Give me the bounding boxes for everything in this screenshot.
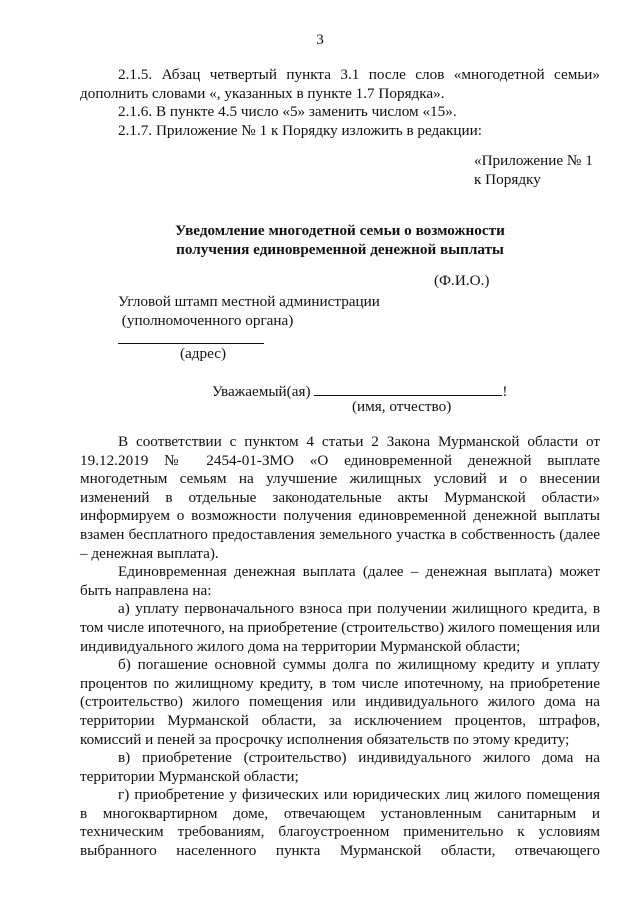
purpose-item-v: в) приобретение (строительство) индивидуального жилого дома на территории Мурманской области; xyxy=(80,749,600,785)
greeting-end: ! xyxy=(502,383,508,400)
notice-title-line1: Уведомление многодетной семьи о возможности xyxy=(175,222,505,239)
page-number: 3 xyxy=(316,31,324,48)
stamp-line2: (уполномоченного органа) xyxy=(118,311,294,329)
notice-title-line2: получения единовременной денежной выплаты xyxy=(176,240,504,258)
greeting-hint: (имя, отчество) xyxy=(352,398,452,415)
address-label: (адрес) xyxy=(180,345,227,362)
amendments-section xyxy=(80,66,600,140)
address-line xyxy=(118,343,264,344)
amendment-2-1-7: 2.1.7. Приложение № 1 к Порядку изложить в редакции: xyxy=(118,121,483,139)
stamp-block xyxy=(118,293,380,330)
appendix-reference xyxy=(474,152,593,189)
appendix-ref-line1: «Приложение № 1 xyxy=(474,152,593,169)
notice-title xyxy=(80,222,600,259)
purpose-item-b: б) погашение основной суммы долга по жилищному кредиту и уплату процентов по жилищному кредиту, в том числе ипотечному, на приобретение (строительство) жилого помещения или индивидуального жилого дома на территории Мурманской области, за исключением процентов, штрафов, комиссий и пеней за просрочку исполнения обязательств по этому кредиту; xyxy=(80,656,600,748)
greeting-text: Уважаемый(ая) xyxy=(212,383,311,400)
intro-paragraph: В соответствии с пунктом 4 статьи 2 Закона Мурманской области от 19.12.2019 № 2454-01-ЗМО «О единовременной денежной выплате многодетным семьям на улучшение жилищных условий и о внесении изменений в отдельные законодательные акты Мурманской области» информируем о возможности получения единовременной денежной выплаты взамен бесплатного предоставления земельного участка в собственность (далее – денежная выплата). xyxy=(80,433,600,562)
name-blank xyxy=(314,381,502,396)
purpose-item-g: г) приобретение у физических или юридических лиц жилого помещения в многоквартирном доме, отвечающем установленным санитарным и техническим требованиям, благоустроенном применительно к условиям выбранного населенного пункта Мурманской области, отвечающего xyxy=(80,786,600,860)
purposes-intro: Единовременная денежная выплата (далее – денежная выплата) может быть направлена на: xyxy=(80,563,600,599)
fio-label: (Ф.И.О.) xyxy=(434,272,490,289)
amendment-2-1-5: 2.1.5. Абзац четвертый пункта 3.1 после слов «многодетной семьи» дополнить словами «, указанных в пункте 1.7 Порядка». xyxy=(80,66,600,102)
notice-body xyxy=(80,433,600,861)
appendix-ref-line2: к Порядку xyxy=(474,170,541,188)
stamp-line1: Угловой штамп местной администрации xyxy=(118,293,380,310)
purpose-item-a: а) уплату первоначального взноса при получении жилищного кредита, в том числе ипотечного, на приобретение (строительство) жилого помещения или индивидуального жилого дома на территории Мурманской области; xyxy=(80,600,600,655)
amendment-2-1-6: 2.1.6. В пункте 4.5 число «5» заменить числом «15». xyxy=(118,103,457,121)
